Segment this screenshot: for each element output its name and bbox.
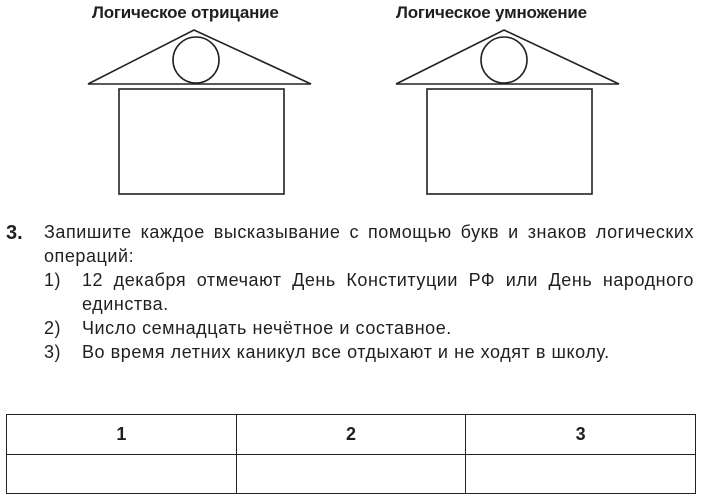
house-title-conjunction: Логическое умножение	[396, 3, 587, 22]
answer-table	[6, 414, 696, 494]
task-item	[44, 316, 694, 340]
house-body	[119, 89, 284, 194]
answer-table-row	[7, 455, 696, 494]
task-item-number: 3)	[44, 342, 62, 362]
task-item	[44, 268, 694, 316]
answer-table-header-row	[7, 415, 696, 455]
house-roof-circle	[173, 37, 219, 83]
task-item-text: Во время летних каникул все отдыхают и не ходят в школу.	[82, 342, 610, 362]
answer-table-header-3: 3	[466, 415, 696, 455]
house-roof	[396, 30, 619, 84]
task-items	[44, 268, 694, 364]
task-prompt: Запишите каждое высказывание с помощью букв и знаков логических операций:	[44, 222, 694, 266]
task-item-text: Число семнадцать нечётное и составное.	[82, 318, 452, 338]
answer-cell-3[interactable]	[466, 455, 696, 494]
house-diagram-negation	[86, 27, 316, 197]
task-body	[44, 220, 694, 364]
task-item-number: 1)	[44, 270, 62, 290]
house-body	[427, 89, 592, 194]
answer-table-header-2: 2	[236, 415, 466, 455]
task-item	[44, 340, 694, 364]
answer-table-header-1: 1	[7, 415, 237, 455]
task-item-text: 12 декабря отмечают День Конституции РФ или День народного единства.	[82, 270, 694, 314]
answer-cell-1[interactable]	[7, 455, 237, 494]
house-title-negation: Логическое отрицание	[92, 3, 279, 22]
task-number: 3.	[6, 222, 23, 244]
task-item-number: 2)	[44, 318, 62, 338]
answer-cell-2[interactable]	[236, 455, 466, 494]
house-roof-circle	[481, 37, 527, 83]
house-roof	[88, 30, 311, 84]
house-diagram-conjunction	[394, 27, 624, 197]
